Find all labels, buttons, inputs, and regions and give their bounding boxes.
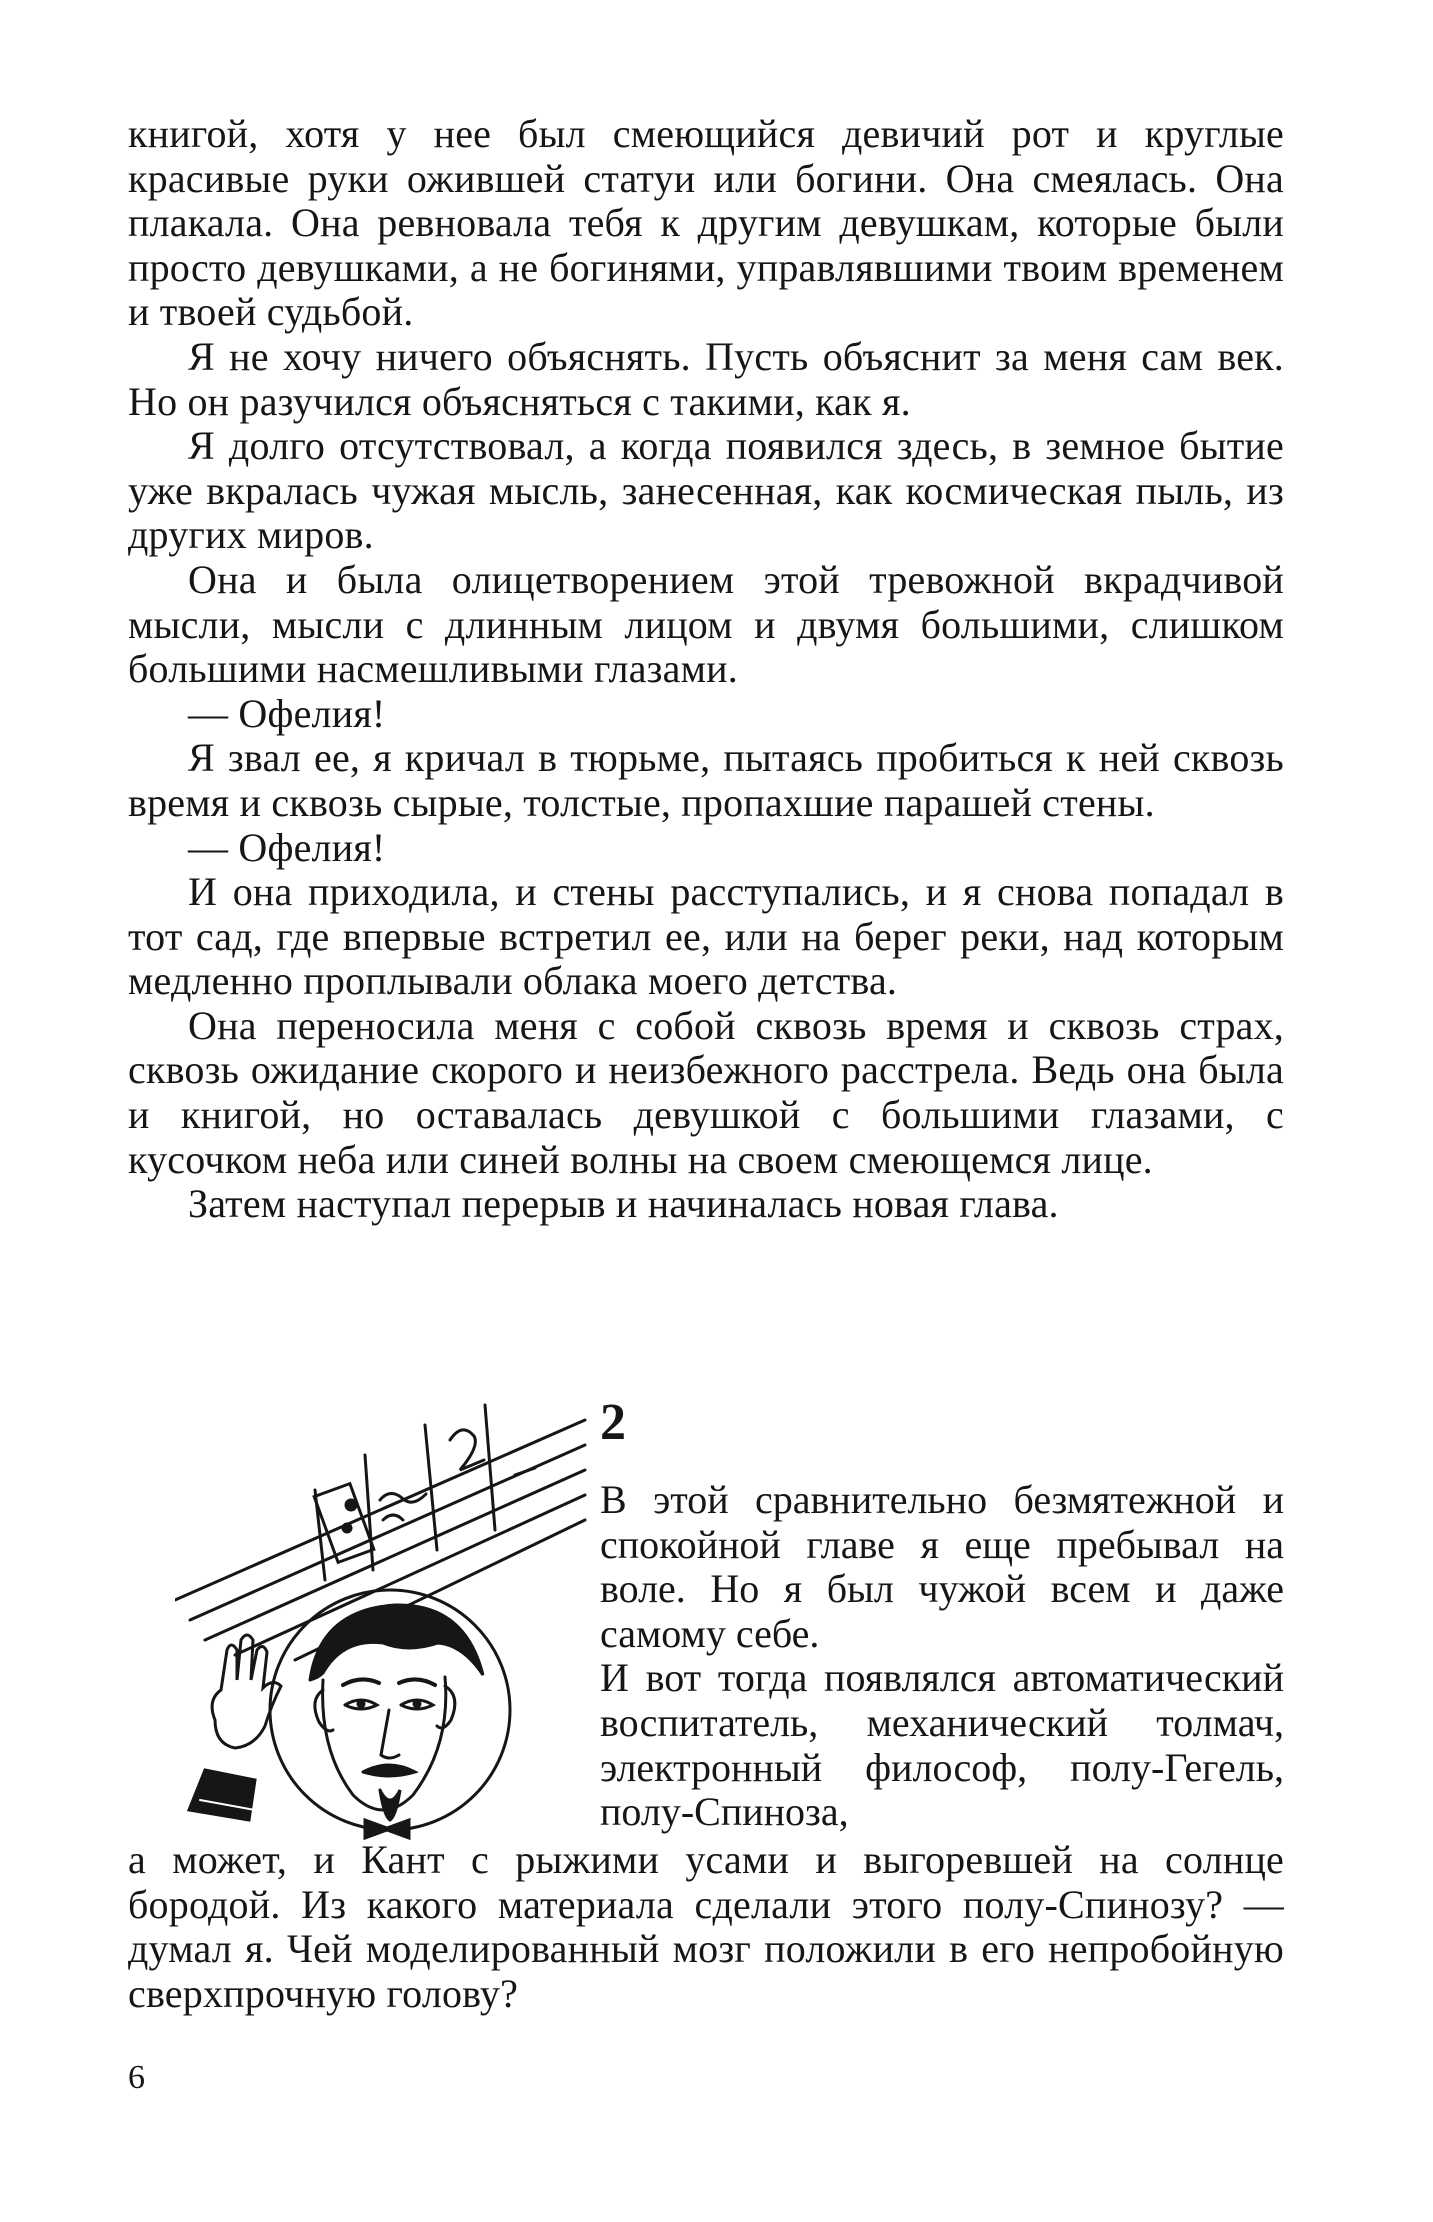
page-number: 6 [128,2059,145,2096]
side-paragraph-2: И вот тогда появлялся автоматический воспитатель, механический толмач, электронный философ, полу-Гегель, полу-Спиноза, [600,1655,1284,1835]
paragraph-2: Я не хочу ничего объяснять. Пусть объяснит за меня сам век. Но он разучился объясняться с такими, как я. [128,333,1284,424]
bottom-paragraph: а может, и Кант с рыжими усами и выгоревшей на солнце бородой. Из какого материала сделали этого полу-Спинозу? — думал я. Чей моделированный мозг положили в его непробойную сверхпрочную голову? [128,1837,1284,2016]
paragraph-1: книгой, хотя у нее был смеющийся девичий рот и круглые красивые руки ожившей статуи или богини. Она смеялась. Она плакала. Она ревновала тебя к другим девушкам, которые были просто девушками, а не богинями, управлявшими твоим временем и твоей судьбой. [128,111,1284,335]
paragraph-3: Я долго отсутствовал, а когда появился здесь, в земное бытие уже вкралась чужая мысль, занесенная, как космическая пыль, из других миров. [128,423,1284,558]
paragraph-8: И она приходила, и стены расступались, и я снова попадал в тот сад, где впервые встретил ее, или на берег реки, над которым медленно проплывали облака моего детства. [128,869,1284,1004]
side-paragraph-1: В этой сравнительно безмятежной и спокойной главе я еще пребывал на воле. Но я был чужой всем и даже самому себе. [600,1477,1284,1656]
side-text [600,1478,1284,1835]
paragraph-4: Она и была олицетворением этой тревожной вкрадчивой мысли, мысли с длинным лицом и двумя большими, слишком большими насмешливыми глазами. [128,556,1284,692]
main-text-bottom [128,1838,1284,2016]
portrait-illustration-icon [175,1380,595,1840]
chapter-number: 2 [600,1394,626,1451]
paragraph-7: — Офелия! [188,824,386,870]
paragraph-9: Она переносила меня с собой сквозь время и сквозь страх, сквозь ожидание скорого и неизбежного расстрела. Ведь она была и книгой, но оставалась девушкой с большими глазами, с кусочком неба или синей волны на своем смеющемся лице. [128,1002,1284,1182]
paragraph-6: Я звал ее, я кричал в тюрьме, пытаясь пробиться к ней сквозь время и сквозь сырые, толстые, пропахшие парашей стены. [128,735,1284,825]
paragraph-5: — Офелия! [188,690,386,736]
main-text-top [128,112,1284,1227]
paragraph-10: Затем наступал перерыв и начиналась новая глава. [188,1181,1059,1227]
